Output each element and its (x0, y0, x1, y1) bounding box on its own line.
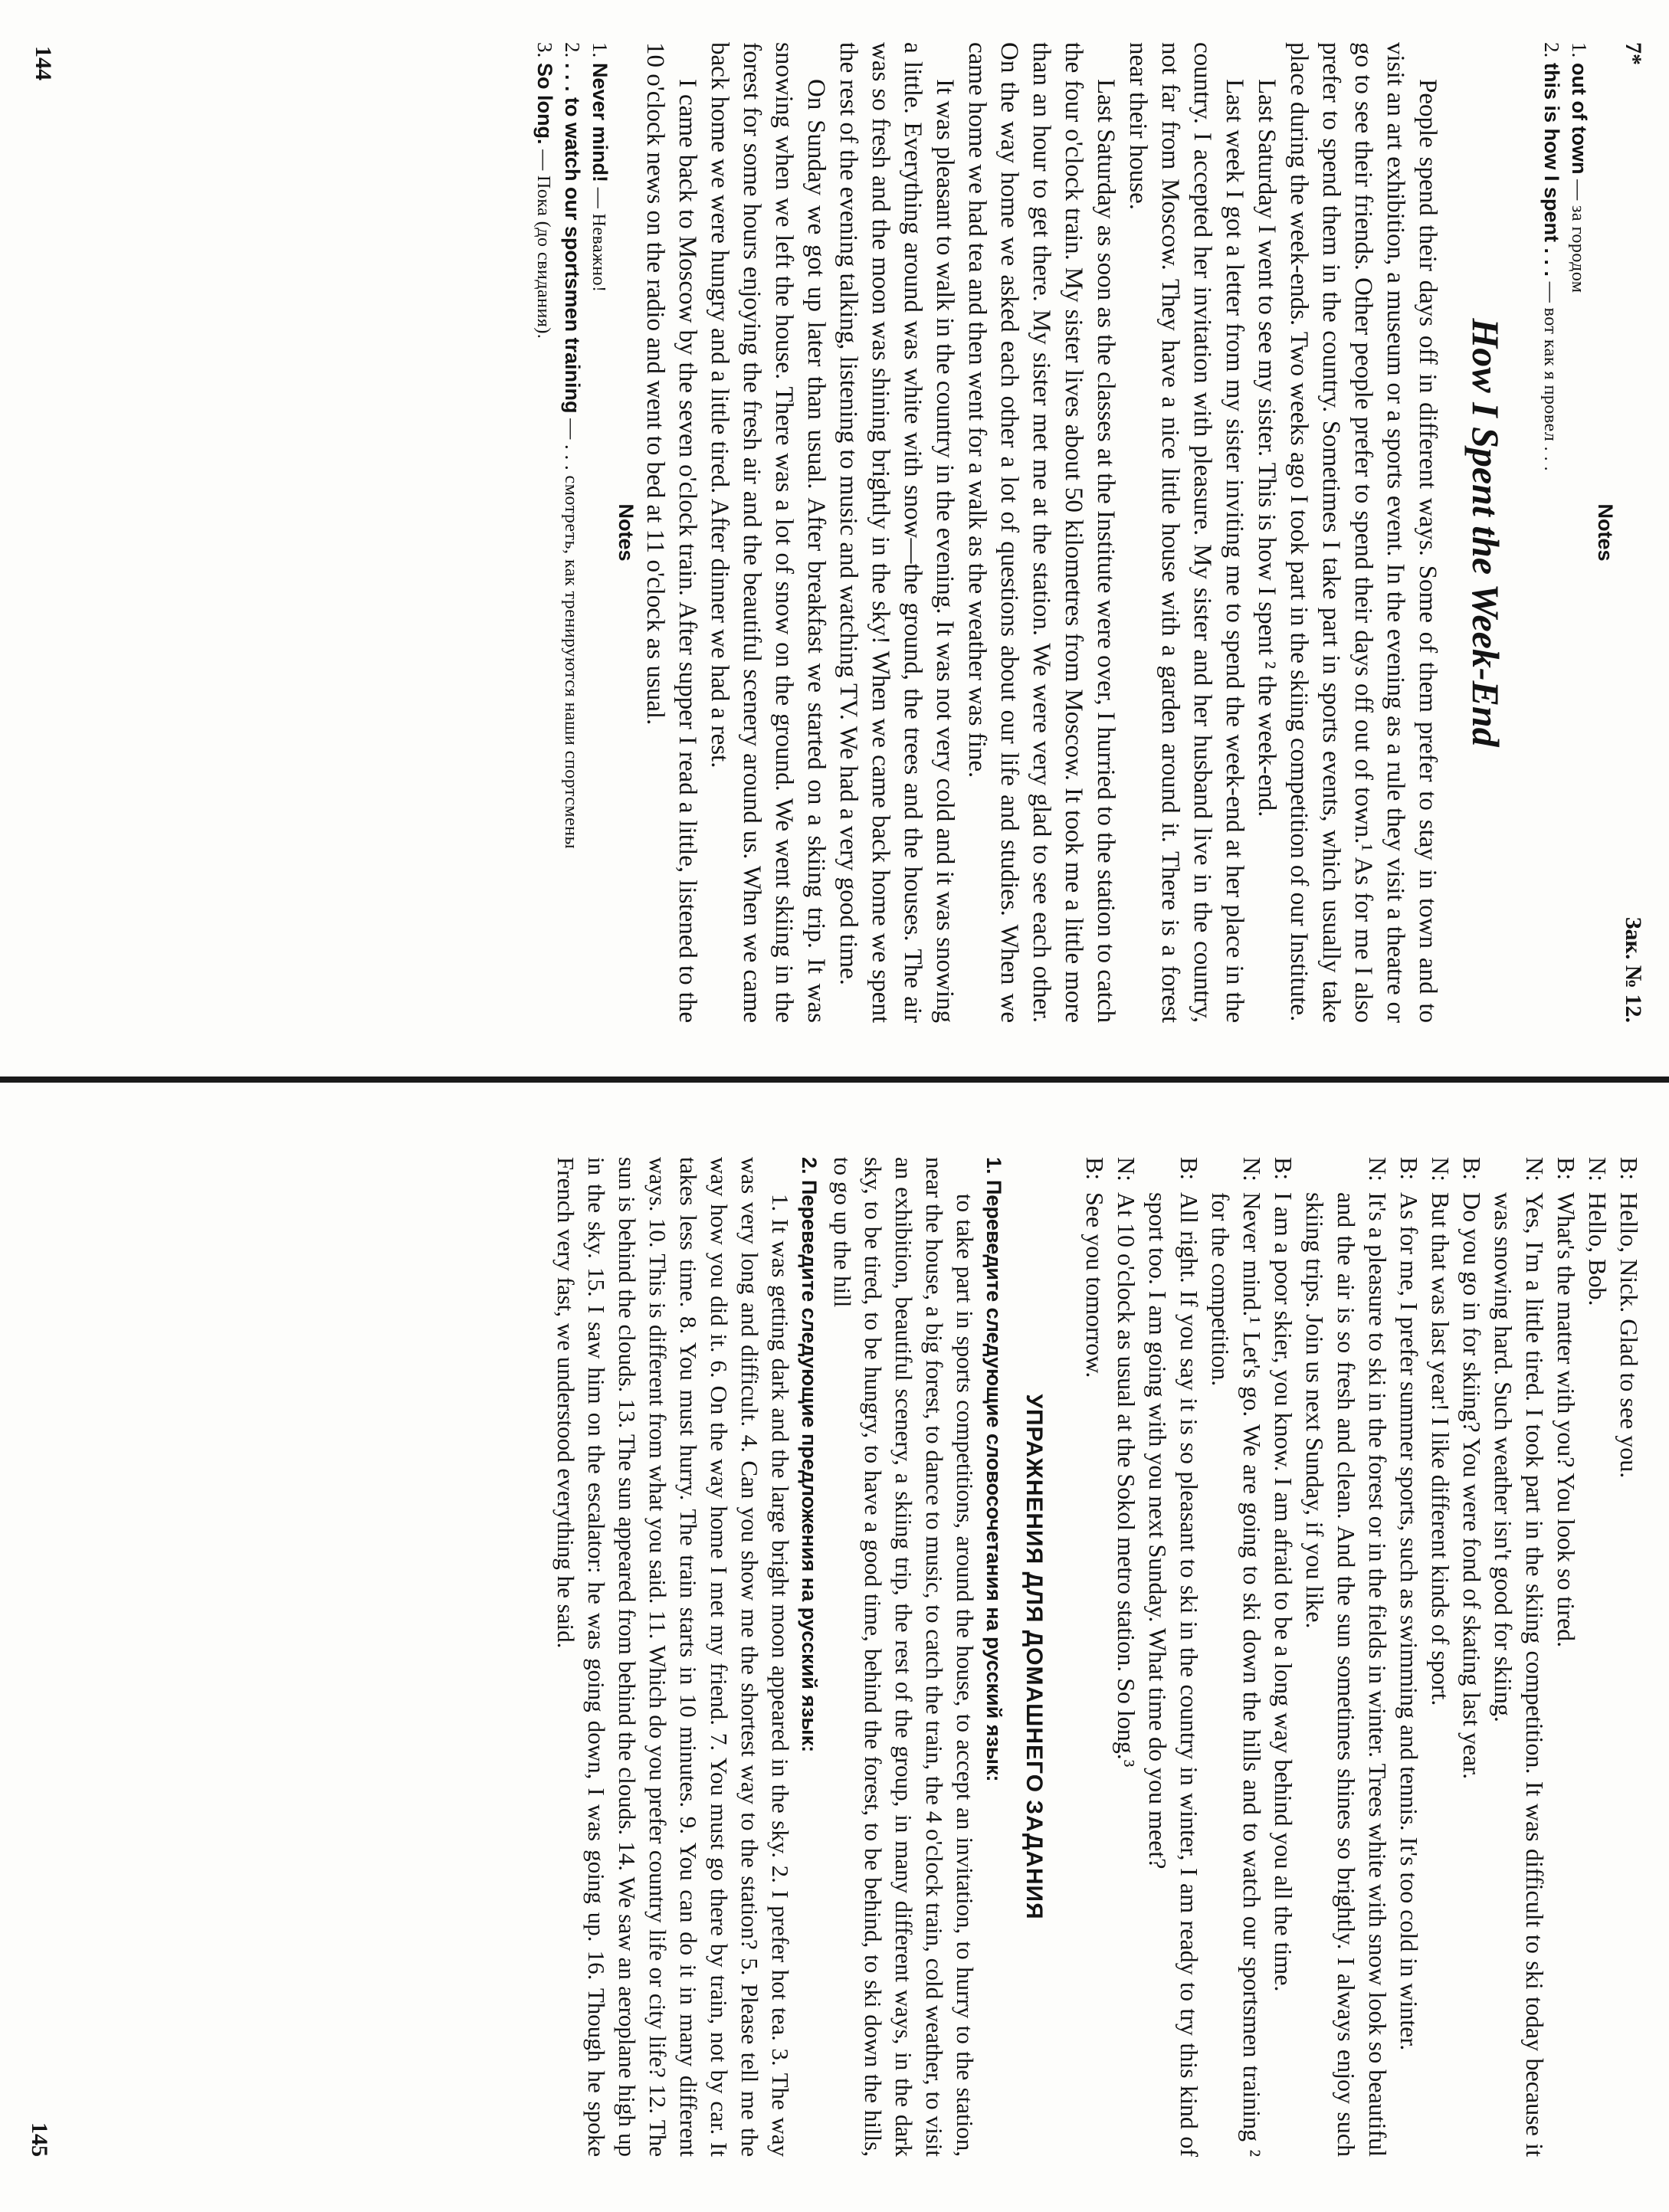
dialogue-line: B: All right. If you say it is so pleasant to ski in the country in winter, I am ready to try this kind of sport too. I am going with you next Sunday. What time do you meet? (1144, 1157, 1203, 2157)
dialogue-line: N: But that was last year! I like different kinds of sport. (1427, 1157, 1454, 1706)
story-text (639, 42, 1444, 1023)
note-item: 2. this is how I spent . . . — вот как я провел . . . (1540, 42, 1563, 472)
dialogue-line: B: Hello, Nick. Glad to see you. (1615, 1157, 1643, 1479)
notes-bottom (530, 42, 639, 1023)
note-item: 3. So long. — Пока (до свидания). (533, 42, 556, 339)
dialogue-line: N: Hello, Bob. (1584, 1157, 1612, 1306)
dialogue-line: N: Never mind.¹ Let's go. We are going to ski down the hills and to watch our sportsmen training ² for the competition. (1207, 1157, 1266, 2157)
task-1-title: 1. Переведите следующие словосочетания на русский язык: (982, 1157, 1005, 1782)
dialogue-line: N: At 10 o'clock as usual at the Sokol metro station. So long.³ (1113, 1157, 1140, 1768)
page-gutter-divider (0, 1077, 1669, 1083)
story-paragraph: People spend their days off in different ways. Some of them prefer to stay in town and to visit an art exhibition, a museum or a sports event. In the evening as a rule they visit a theatre or go to see their friends. Other people prefer to spend their days off out of town.¹ As for me I also prefer to spend them in the country. Sometimes I take part in sports events, which usually take place during the week-ends. Two weeks ago I took part in the skiing competition of our Institute. (1285, 42, 1441, 1023)
dialogue-line: B: As for me, I prefer summer sports, such as swimming and tennis. It's too cold in winter. (1395, 1157, 1423, 2051)
dialogue-line: N: It's a pleasure to ski in the forest or in the fields in winter. Trees white with snow look so beautiful and the air is so fresh and clean. And the sun sometimes shines so brightly. I always enjoy such skiing trips. Join us next Sunday, if you like. (1301, 1157, 1392, 2157)
story-paragraph: Last week I got a letter from my sister inviting me to spend the week-end at her place in the country. I accepted her invitation with pleasure. My sister and her husband live in the country, not far from Moscow. They have a nice little house with a garden around it. There is a forest near their house. (1124, 42, 1248, 1023)
task-2-title: 2. Переведите следующие предложения на русский язык: (798, 1157, 821, 1753)
dialogue-line: B: See you tomorrow. (1081, 1157, 1109, 1378)
note-item: 1. out of town — за городом (1568, 42, 1591, 293)
task-1-body: to take part in sports competitions, around the house, to accept an invitation, to hurry to the station, near the house, a big forest, to dance to music, to catch the train, the 4 o'clock train, cold weather, to visit an exhibition, beautiful scenery, a skiing trip, the rest of the group, in many different ways, in the dark sky, to be tired, to be hungry, to have a good time, behind the forest, to be behind, to ski down the hills, to go up the hill (829, 1157, 979, 2157)
notes-bottom-title: Notes (615, 503, 638, 562)
story-paragraph: I came back to Moscow by the seven o'clock train. After supper I read a little, listened to the 10 o'clock news on the radio and went to bed at 11 o'clock as usual. (641, 42, 701, 1023)
header-left: 7* (1621, 42, 1646, 65)
note-item: 2. . . . to watch our sportsmen training — . . . смотреть, как тренируются наши спортсмены (561, 42, 584, 850)
story-paragraph: On Sunday we got up later than usual. After breakfast we started on a skiing trip. It was snowing when we left the house. There was a lot of snow on the ground. We went skiing in the forest for some hours enjoying the fresh air and the beautiful scenery around us. When we came back home we were hungry and a little tired. After dinner we had a rest. (706, 42, 830, 1023)
story-paragraph: Last Saturday as soon as the classes at the Institute were over, I hurried to the station to catch the four o'clock train. My sister lives about 50 kilometres from Moscow. It took me a little more than an hour to get there. My sister met me at the station. We were very glad to see each other. On the way home we asked each other a lot of questions about our life and studies. When we came home we had tea and then went for a walk as the weather was fine. (963, 42, 1120, 1023)
notes-top (1537, 42, 1618, 1023)
dialogue-line: B: Do you go in for skiing? You were fond of skating last year. (1458, 1157, 1486, 1780)
story-paragraph: Last Saturday I went to see my sister. This is how I spent ² the week-end. (1253, 79, 1280, 818)
page-number: 145 (27, 2122, 52, 2157)
exercises-title: УПРАЖНЕНИЯ ДЛЯ ДОМАШНЕГО ЗАДАНИЯ (1021, 1394, 1047, 1920)
page-145 (0, 1115, 1669, 2203)
header-right: Зак. № 12. (1621, 916, 1646, 1023)
story-paragraph: It was pleasant to walk in the country in the evening. It was not very cold and it was snowing a little. Everything around was white with snow—the ground, the trees and the houses. The air was so fresh and the moon was shining brightly in the sky! When we came back home we spent the rest of the evening talking, listening to music and watching TV. We had a very good time. (834, 42, 959, 1023)
page-144 (0, 0, 1669, 1069)
dialogue (1079, 1157, 1644, 2157)
task-2-body: 1. It was getting dark and the large bright moon appeared in the sky. 2. I prefer hot tea. 3. The way was very long and difficult. 4. Can you show me the shortest way to the station? 5. Please tell me the way how you did it. 6. On the way home I met my friend. 7. You must go there by train, not by car. It takes less time. 8. You must hurry. The train starts in 10 minutes. 9. You can do it in many different ways. 10. This is different from what you said. 11. Which do you prefer country life or city life? 12. The sun is behind the clouds. 13. The sun appeared from behind the clouds. 14. We saw an aeroplane high up in the sky. 15. I saw him on the escalator: he was going down, I was going up. 16. Though he spoke French very fast, we understood everything he said. (553, 1157, 794, 2157)
story-title: How I Spent the Week-End (1464, 318, 1507, 747)
page-number: 144 (31, 46, 56, 80)
dialogue-line: B: What's the matter with you? You look so tired. (1553, 1157, 1580, 1648)
dialogue-line: N: Yes, I'm a little tired. I took part in the skiing competition. It was difficult to ski today because it was snowing hard. Such weather isn't good for skiing. (1490, 1157, 1549, 2157)
notes-top-title: Notes (1594, 503, 1617, 562)
note-item: 1. Never mind! — Неважно! (589, 42, 612, 293)
page-header (1618, 42, 1646, 1023)
dialogue-line: B: I am a poor skier, you know. I am afraid to be a long way behind you all the time. (1270, 1157, 1297, 1992)
